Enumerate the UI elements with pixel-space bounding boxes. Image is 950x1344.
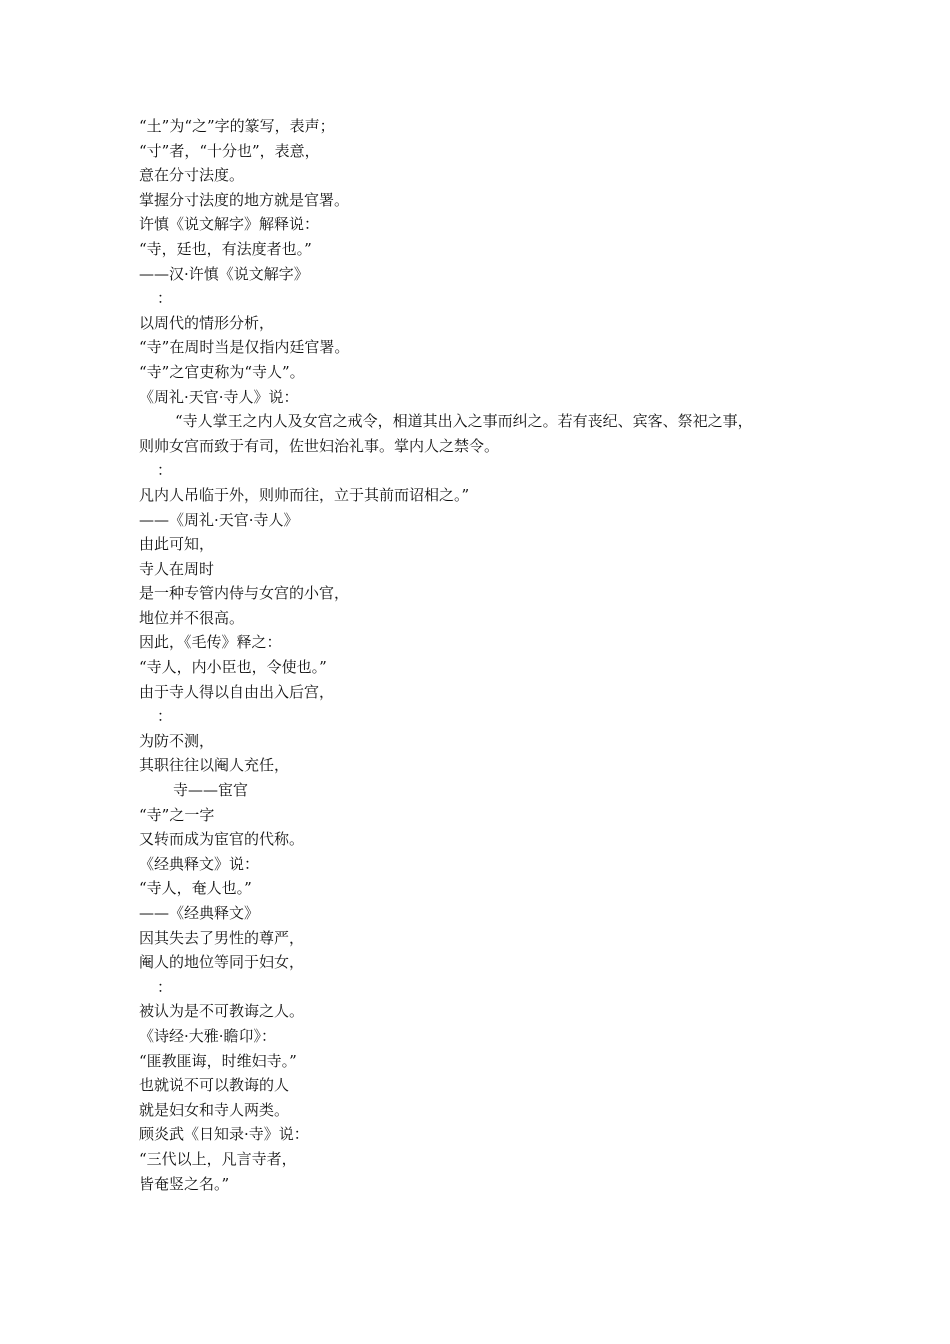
separator-mark: ： — [157, 461, 173, 480]
citation-line: ——汉·许慎《说文解字》 — [139, 264, 309, 283]
text-line: 掌握分寸法度的地方就是官署。 — [139, 190, 350, 209]
text-line: 意在分寸法度。 — [139, 166, 245, 185]
text-line: 顾炎武《日知录·寺》说： — [139, 1125, 309, 1144]
text-line: 《诗经·大雅·瞻卬》： — [139, 1026, 277, 1045]
text-line: 其职往往以阉人充任， — [139, 756, 290, 775]
text-line: “寺”在周时当是仅指内廷官署。 — [139, 338, 350, 357]
quote-line: “寺人，奄人也。” — [139, 879, 252, 898]
quote-line: “寺，廷也，有法度者也。” — [139, 239, 312, 258]
text-line: 因此，《毛传》释之： — [139, 633, 282, 652]
text-line: 是一种专管内侍与女宫的小官， — [139, 584, 350, 603]
section-heading: 寺——宦官 — [173, 781, 249, 800]
text-line: 就是妇女和寺人两类。 — [139, 1100, 290, 1119]
text-line: 为防不测， — [139, 731, 215, 750]
quote-line: “寺人，内小臣也，令使也。” — [139, 658, 327, 677]
text-line: 《周礼·天官·寺人》说： — [139, 387, 299, 406]
text-line: 许慎《说文解字》解释说： — [139, 215, 320, 234]
text-line: “寺”之官吏称为“寺人”。 — [139, 362, 305, 381]
text-line: 以周代的情形分析， — [139, 313, 275, 332]
quote-line: “三代以上，凡言寺者， — [139, 1149, 297, 1168]
text-line: 《经典释文》说： — [139, 854, 260, 873]
text-line: 寺人在周时 — [139, 559, 215, 578]
citation-line: ——《经典释文》 — [139, 904, 260, 922]
quote-paragraph-line: “寺人掌王之内人及女宫之戒令，相道其出入之事而纠之。若有丧纪、宾客、祭祀之事， — [175, 412, 753, 431]
document-body — [139, 114, 839, 1196]
quote-line: 凡内人吊临于外，则帅而往，立于其前而诏相之。” — [139, 485, 470, 504]
quote-line: “匪教匪诲，时维妇寺。” — [139, 1051, 297, 1070]
text-line: 阉人的地位等同于妇女， — [139, 953, 305, 972]
text-line: “寺”之一字 — [139, 805, 215, 824]
text-line: 被认为是不可教诲之人。 — [139, 1002, 305, 1021]
text-line: 因其失去了男性的尊严， — [139, 928, 305, 947]
text-line: 又转而成为宦官的代称。 — [139, 830, 305, 849]
text-line: “土”为“之”字的篆写，表声； — [139, 117, 335, 135]
text-line: “寸”者，“十分也”，表意， — [139, 141, 320, 160]
citation-line: ——《周礼·天官·寺人》 — [139, 510, 299, 529]
separator-mark: ： — [157, 977, 173, 996]
separator-mark: ： — [157, 289, 173, 308]
quote-line: 皆奄竖之名。” — [139, 1174, 230, 1193]
quote-paragraph-line: 则帅女宫而致于有司，佐世妇治礼事。掌内人之禁令。 — [139, 436, 500, 455]
text-line: 由此可知， — [139, 535, 215, 554]
text-line: 也就说不可以教诲的人 — [139, 1076, 290, 1095]
text-line: 地位并不很高。 — [139, 608, 245, 627]
separator-mark: ： — [157, 707, 173, 726]
text-line: 由于寺人得以自由出入后宫， — [139, 682, 335, 701]
